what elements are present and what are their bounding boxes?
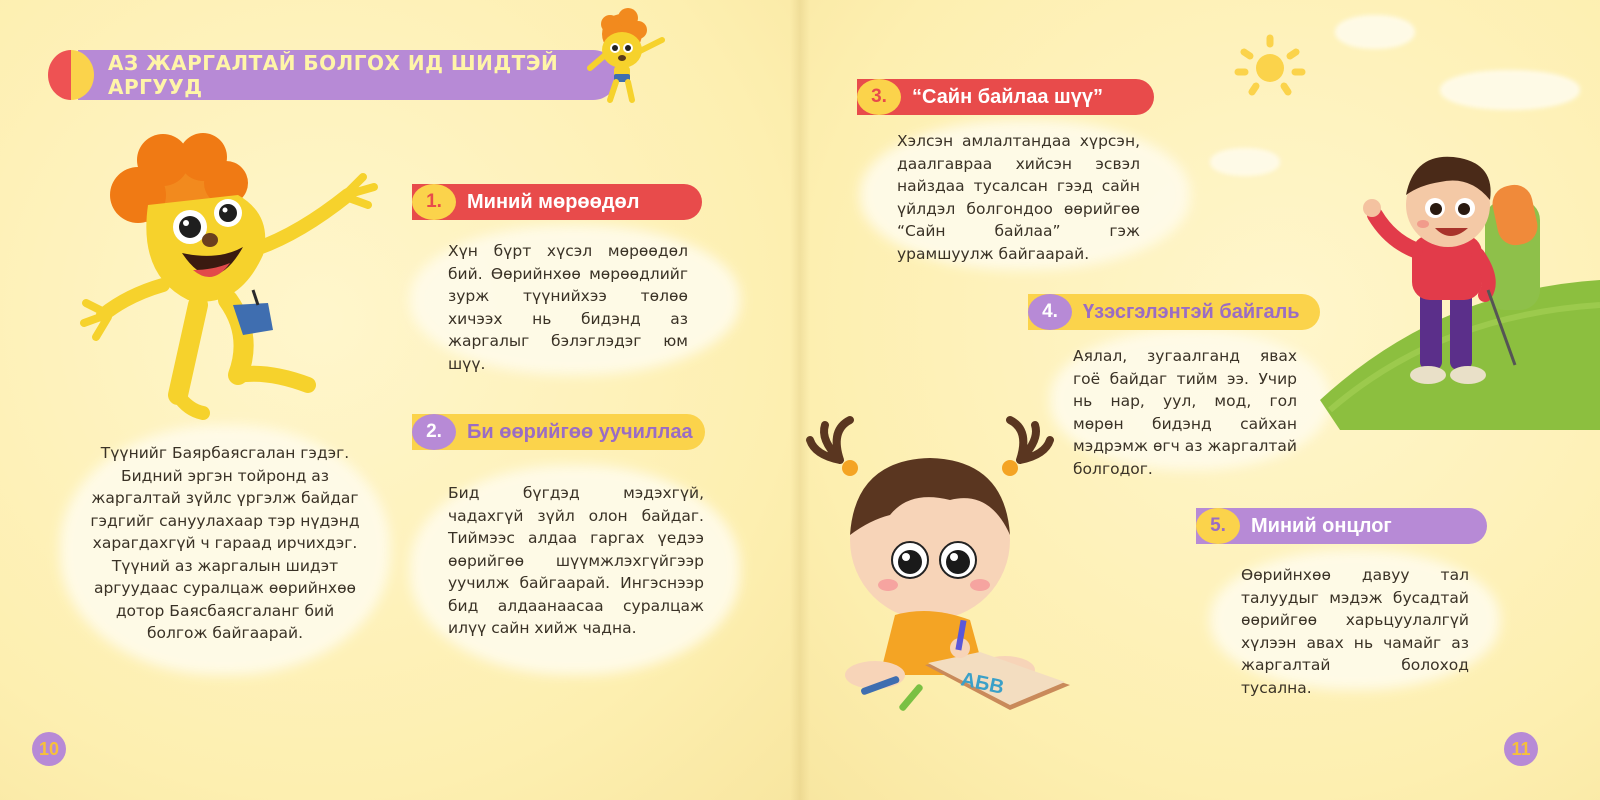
intro-text: Түүнийг Баярбаясгалан гэдэг. Бидний эргэн тойронд аз жаргалтай зүйлс үргэлж байдаг гэдгийг сануулахаар тэр нүдэнд харагдахгүй ч гараад ирчихдэг. Түүний аз жаргалын шидэт аргуудаас суралцаж өөрийнхөө дотор Баясбаясгаланг бий болгож байгаарай.	[90, 444, 360, 642]
title-dot-icon	[48, 50, 94, 100]
page-title: АЗ ЖАРГАЛТАЙ БОЛГОХ ИД ШИДТЭЙ АРГУУД	[108, 51, 559, 99]
section-3-title: “Сайн байлаа шүү”	[912, 85, 1103, 108]
section-5-title: Миний онцлог	[1251, 514, 1392, 537]
section-3-text: Хэлсэн амлалтандаа хүрсэн, даалгавраа хийсэн эсвэл найздаа тусалсан гээд сайн үйлдэл болгондоо өөрийгөө “Сайн байлаа” гэж урамшуулж байгаарай.	[897, 132, 1140, 263]
section-2-title: Би өөрийгөө уучиллаа	[467, 420, 693, 443]
section-4-header	[1028, 294, 1320, 330]
section-1-header	[412, 184, 702, 220]
book-gutter	[790, 0, 810, 800]
cloud-icon	[1210, 148, 1280, 176]
section-3-header	[857, 79, 1154, 115]
section-5-text: Өөрийнхөө давуу тал талуудыг мэдэж бусадтай өөрийгөө харьцуулалгүй хүлээн авах нь чамайг аз жаргалтай болоход тусална.	[1241, 566, 1469, 697]
title-banner	[78, 50, 618, 100]
section-4-text: Аялал, зугаалганд явах гоё байдаг тийм ээ. Учир нь нар, уул, мод, гол мөрөн бидэнд сайхан мэдрэмж өгч аз жаргалтай болгодог.	[1073, 347, 1297, 478]
mascot-jumping-illustration	[78, 135, 388, 425]
section-4-number: 4.	[1028, 294, 1072, 330]
section-1-text: Хүн бүрт хүсэл мөрөөдөл бий. Өөрийнхөө мөрөөдлийг зурж түүнийхээ төлөө хичээх нь бидэнд аз жаргалыг бэлэглэдэг юм шүү.	[448, 242, 688, 373]
page-number-left: 10	[32, 732, 66, 766]
sun-icon	[1230, 30, 1320, 110]
cloud-icon	[1440, 70, 1580, 110]
section-2-text: Бид бүгдэд мэдэхгүй, чадахгүй зүйл олон байдаг. Тиймээс алдаа гаргах үедээ өөрийгөө шүүмжлэхгүйгээр уучилж байгаарай. Ингэснээр бид алдаанаасаа суралцаж илүү сайн хийж чадна.	[448, 484, 704, 637]
svg-text:АБВ: АБВ	[958, 668, 1006, 699]
section-1-number: 1.	[412, 184, 456, 220]
cloud-icon	[1335, 15, 1415, 49]
girl-drawing-illustration	[810, 420, 1110, 720]
section-3-number: 3.	[857, 79, 901, 115]
section-5-header	[1196, 508, 1487, 544]
section-5-number: 5.	[1196, 508, 1240, 544]
page-number-right: 11	[1504, 732, 1538, 766]
section-2-header	[412, 414, 705, 450]
section-1-title: Миний мөрөөдөл	[467, 190, 640, 213]
right-page	[800, 0, 1600, 800]
boy-hiker-illustration	[1320, 140, 1600, 430]
mascot-small-icon	[580, 8, 670, 103]
section-4-title: Үзэсгэлэнтэй байгаль	[1083, 300, 1300, 323]
section-2-number: 2.	[412, 414, 456, 450]
